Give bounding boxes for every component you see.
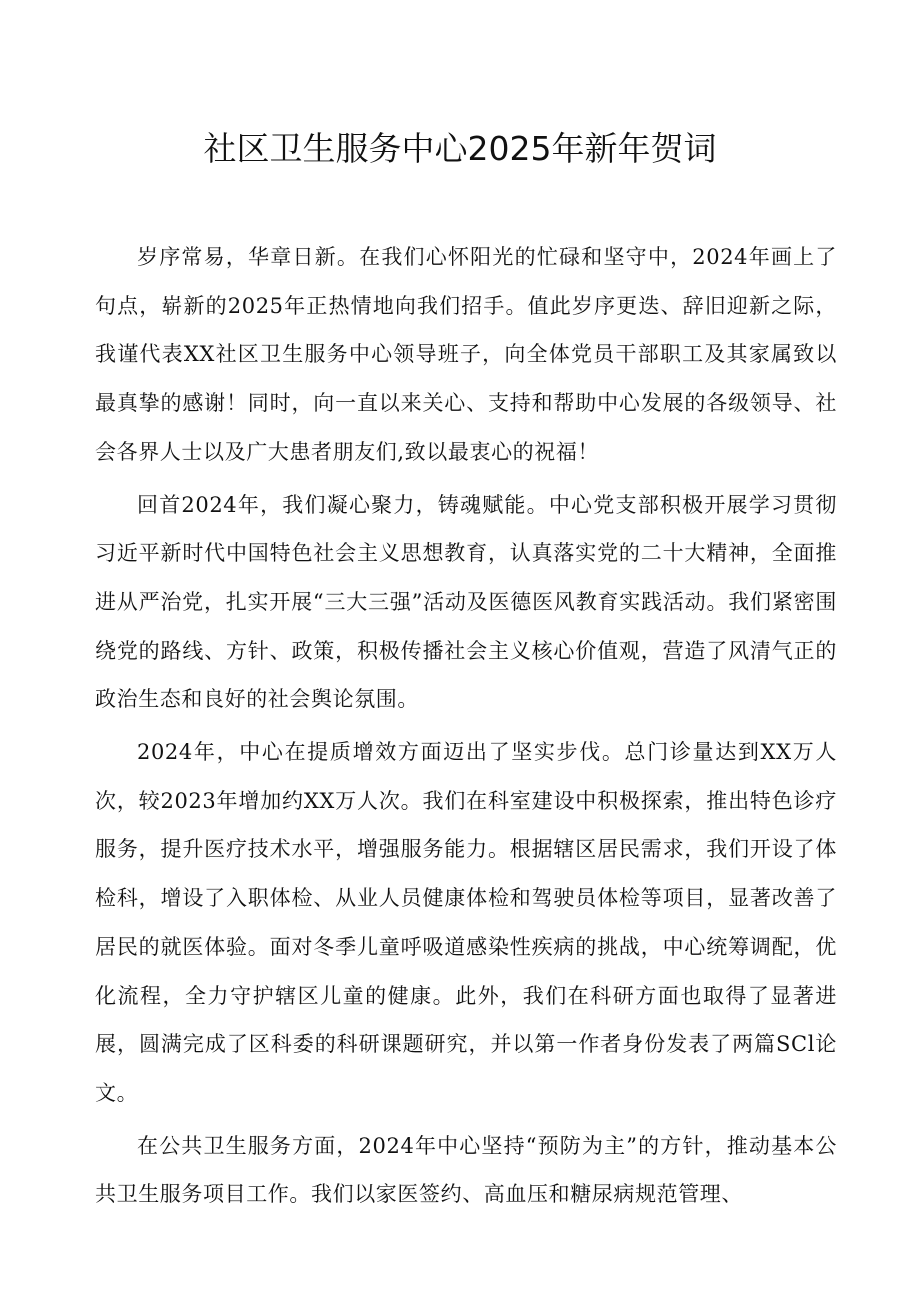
paragraph-3: 2024年，中心在提质增效方面迈出了坚实步伐。总门诊量达到XX万人次，较2023年增加约XX万人次。我们在科室建设中积极探索，推出特色诊疗服务，提升医疗技术水平，增强服务能力。根据辖区居民需求，我们开设了体检科，增设了入职体检、从业人员健康体检和驾驶员体检等项目，显著改善了居民的就医体验。面对冬季儿童呼吸道感染性疾病的挑战，中心统筹调配，优化流程，全力守护辖区儿童的健康。此外，我们在科研方面也取得了显著进展，圆满完成了区科委的科研课题研究，并以第一作者身份发表了两篇SCl论文。: [95, 740, 837, 1105]
document-title: 社区卫生服务中心2025年新年贺词: [203, 129, 717, 168]
document-body: [95, 233, 837, 1223]
paragraph-1: 岁序常易，华章日新。在我们心怀阳光的忙碌和坚守中，2024年画上了句点，崭新的2025年正热情地向我们招手。值此岁序更迭、辞旧迎新之际，我谨代表XX社区卫生服务中心领导班子，向全体党员干部职工及其家属致以最真挚的感谢！同时，向一直以来关心、支持和帮助中心发展的各级领导、社会各界人士以及广大患者朋友们,致以最衷心的祝福！: [95, 245, 837, 464]
paragraph-4: 在公共卫生服务方面，2024年中心坚持“预防为主”的方针，推动基本公共卫生服务项目工作。我们以家医签约、高血压和糖尿病规范管理、: [95, 1133, 837, 1207]
paragraph-2: 回首2024年，我们凝心聚力，铸魂赋能。中心党支部积极开展学习贯彻习近平新时代中国特色社会主义思想教育，认真落实党的二十大精神，全面推进从严治党，扎实开展“三大三强”活动及医德医风教育实践活动。我们紧密围绕党的路线、方针、政策，积极传播社会主义核心价值观，营造了风清气正的政治生态和良好的社会舆论氛围。: [95, 492, 837, 712]
